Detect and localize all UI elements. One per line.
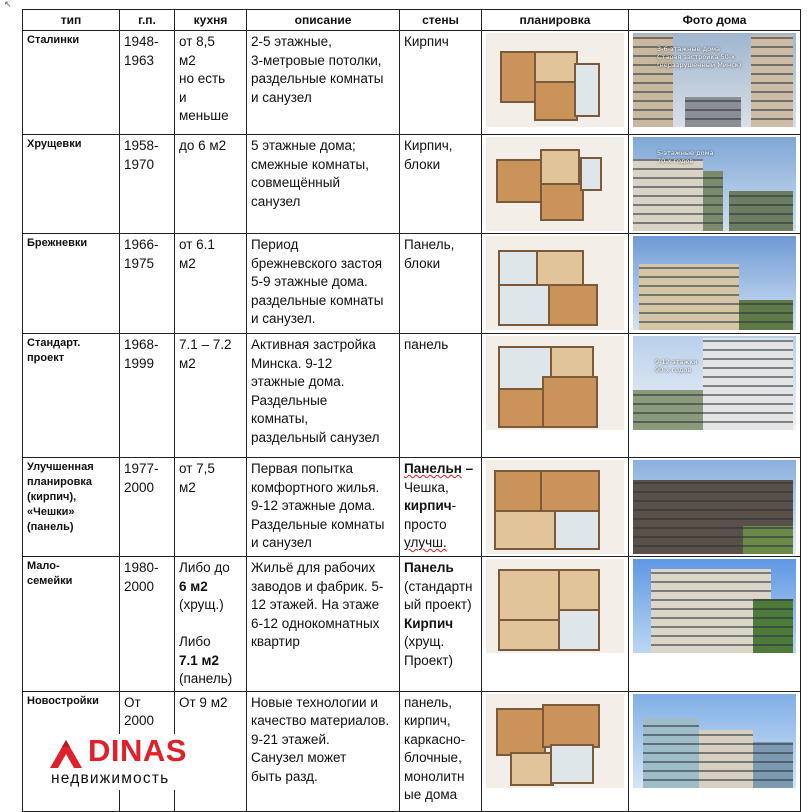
walls-cell bbox=[400, 234, 482, 334]
kitchen-cell-line: м2 bbox=[179, 52, 196, 68]
floor-plan-room bbox=[500, 51, 538, 103]
years-cell-line: 1948- bbox=[124, 34, 159, 49]
type-cell-line: «Чешки» bbox=[27, 506, 75, 518]
photo-cell bbox=[629, 31, 801, 135]
description-cell-line: Раздельные bbox=[251, 392, 328, 408]
type-cell-line: Хрущевки bbox=[27, 138, 82, 150]
walls-cell-segment: Панельн bbox=[404, 461, 462, 476]
kitchen-cell bbox=[175, 234, 247, 334]
floor-plan-room bbox=[498, 569, 562, 623]
walls-cell-line: панель, bbox=[404, 694, 452, 710]
years-cell-line: 1980- bbox=[124, 560, 159, 575]
floor-plan-room bbox=[542, 376, 598, 428]
floor-plan-room bbox=[558, 569, 600, 613]
description-cell-line: 12 этажей. На этаже bbox=[251, 597, 380, 612]
photo-caption bbox=[657, 149, 713, 165]
building-shape bbox=[729, 191, 793, 231]
floor-plan-room bbox=[548, 284, 598, 326]
description-cell-line: и санузел. bbox=[251, 311, 316, 326]
floor-plan-room bbox=[540, 149, 580, 187]
walls-cell-segment: Проект) bbox=[404, 652, 453, 668]
kitchen-cell-line: 7.1 – 7.2 bbox=[179, 337, 232, 352]
header-kitchen: кухня bbox=[175, 10, 247, 31]
floor-plan-image[interactable] bbox=[486, 559, 624, 653]
kitchen-cell-line: от 7,5 bbox=[179, 461, 215, 476]
description-cell-line: и санузел bbox=[251, 89, 312, 105]
years-cell-line: 1977- bbox=[124, 461, 159, 476]
type-cell bbox=[23, 31, 120, 135]
floor-plan-room bbox=[498, 388, 546, 428]
building-shape bbox=[633, 390, 703, 430]
walls-cell-segment: ый проект) bbox=[404, 597, 472, 612]
type-cell-line: Улучшенная bbox=[27, 461, 94, 473]
description-cell-line: 9-12 этажные дома. bbox=[251, 498, 376, 513]
description-cell-line: комфортного жилья. bbox=[251, 479, 380, 495]
table-row bbox=[23, 234, 801, 334]
layout-cell bbox=[482, 458, 629, 557]
layout-cell bbox=[482, 334, 629, 458]
floor-plan-image[interactable] bbox=[486, 460, 624, 554]
photo-caption-line: 90-х годов bbox=[655, 366, 692, 374]
building-photo[interactable] bbox=[633, 137, 796, 231]
floor-plan-room bbox=[510, 752, 554, 786]
description-cell-line: брежневского застоя bbox=[251, 255, 383, 271]
description-cell-line: 9-21 этажей. bbox=[251, 731, 330, 747]
years-cell-line: 1963 bbox=[124, 52, 155, 68]
photo-cell bbox=[629, 135, 801, 234]
kitchen-cell-line: м2 bbox=[179, 355, 196, 371]
description-cell-line: качество материалов. bbox=[251, 713, 390, 728]
table-row bbox=[23, 557, 801, 692]
walls-cell bbox=[400, 135, 482, 234]
years-cell-line: 2000 bbox=[124, 479, 155, 495]
kitchen-cell-segment: (хрущ.) bbox=[179, 597, 224, 612]
years-cell bbox=[120, 557, 175, 692]
floor-plan-room bbox=[494, 510, 558, 550]
building-photo[interactable] bbox=[633, 33, 796, 127]
building-shape bbox=[753, 599, 793, 653]
description-cell bbox=[247, 135, 400, 234]
walls-cell-line: Кирпич, bbox=[404, 138, 453, 153]
dinas-logo bbox=[48, 734, 208, 790]
description-cell bbox=[247, 458, 400, 557]
description-cell-line: заводов и фабрик. 5- bbox=[251, 578, 384, 594]
type-cell-line: Сталинки bbox=[27, 34, 80, 46]
kitchen-cell bbox=[175, 31, 247, 135]
header-type: тип bbox=[23, 10, 120, 31]
floor-plan-room bbox=[498, 250, 540, 288]
description-cell-line: раздельные комнаты bbox=[251, 71, 384, 86]
logo-name: DINAS bbox=[88, 733, 187, 768]
description-cell-line: 3-метровые потолки, bbox=[251, 52, 382, 68]
building-shape bbox=[743, 526, 793, 554]
walls-cell-line: панель bbox=[404, 337, 449, 352]
building-shape bbox=[703, 338, 793, 430]
building-shape bbox=[703, 171, 723, 231]
floor-plan-room bbox=[550, 346, 594, 380]
years-cell-line: 1975 bbox=[124, 255, 155, 271]
photo-caption bbox=[657, 45, 741, 69]
photo-cell bbox=[629, 234, 801, 334]
type-cell bbox=[23, 334, 120, 458]
walls-cell bbox=[400, 458, 482, 557]
housing-types-table bbox=[22, 9, 801, 812]
photo-cell bbox=[629, 334, 801, 458]
type-cell bbox=[23, 557, 120, 692]
kitchen-cell-line: м2 bbox=[179, 255, 196, 271]
floor-plan-room bbox=[536, 250, 584, 288]
description-cell-line: Активная застройка bbox=[251, 337, 376, 352]
floor-plan-room bbox=[496, 159, 544, 203]
kitchen-cell bbox=[175, 334, 247, 458]
building-shape bbox=[753, 742, 793, 788]
description-cell-line: Санузел может bbox=[251, 750, 347, 765]
building-shape bbox=[751, 35, 793, 127]
walls-cell-segment: просто bbox=[404, 516, 447, 532]
header-layout: планировка bbox=[482, 10, 629, 31]
header-description: описание bbox=[247, 10, 400, 31]
description-cell-line: этажные дома. bbox=[251, 374, 345, 389]
type-cell bbox=[23, 135, 120, 234]
building-shape bbox=[633, 159, 703, 231]
years-cell bbox=[120, 334, 175, 458]
photo-cell bbox=[629, 557, 801, 692]
photo-caption-line: 5-этажные дома bbox=[657, 149, 714, 157]
kitchen-cell-line: и bbox=[179, 89, 187, 105]
description-cell-line: и санузел bbox=[251, 535, 312, 550]
walls-cell-segment: (стандартн bbox=[404, 578, 473, 594]
kitchen-cell-segment: Либо bbox=[179, 634, 211, 649]
building-photo[interactable] bbox=[633, 336, 796, 430]
table-row bbox=[23, 458, 801, 557]
floor-plan-room bbox=[554, 510, 600, 550]
floor-plan-image[interactable] bbox=[486, 236, 624, 330]
layout-cell bbox=[482, 234, 629, 334]
dinas-roof-icon bbox=[48, 736, 84, 770]
description-cell-line: комнаты, bbox=[251, 411, 309, 426]
floor-plan-room bbox=[498, 284, 552, 326]
description-cell-line: смежные комнаты, bbox=[251, 156, 369, 172]
table-move-handle[interactable]: ↖ bbox=[4, 0, 12, 10]
description-cell-line: совмещённый bbox=[251, 175, 340, 190]
description-cell-line: раздельные комнаты bbox=[251, 292, 384, 308]
walls-cell-line: ые дома bbox=[404, 787, 458, 802]
description-cell-line: санузел bbox=[251, 193, 301, 209]
years-cell-line: От bbox=[124, 694, 141, 710]
walls-cell-line: каркасно- bbox=[404, 731, 466, 747]
kitchen-cell bbox=[175, 458, 247, 557]
photo-caption-line: Старая застройка 50-х bbox=[657, 53, 735, 61]
floor-plan-room bbox=[494, 470, 544, 514]
type-cell-line: (панель) bbox=[27, 521, 74, 533]
description-cell-line: квартир bbox=[251, 634, 300, 649]
type-cell-line: планировка bbox=[27, 476, 92, 488]
photo-caption bbox=[655, 358, 697, 374]
walls-cell-segment: (хрущ. bbox=[404, 634, 445, 649]
walls-cell-segment: - bbox=[451, 498, 457, 513]
walls-cell-segment: Чешка, bbox=[404, 479, 449, 495]
photo-caption-line: 70-х годов bbox=[657, 157, 694, 165]
walls-cell-line: блоки bbox=[404, 255, 441, 271]
photo-cell bbox=[629, 691, 801, 811]
building-photo[interactable] bbox=[633, 694, 796, 788]
walls-cell bbox=[400, 557, 482, 692]
layout-cell bbox=[482, 691, 629, 811]
building-shape bbox=[699, 730, 753, 788]
years-cell bbox=[120, 135, 175, 234]
floor-plan-room bbox=[496, 708, 546, 756]
kitchen-cell-line: от 6.1 bbox=[179, 237, 215, 252]
kitchen-cell-line: м2 bbox=[179, 479, 196, 495]
type-cell-line: семейки bbox=[27, 575, 73, 587]
floor-plan-image[interactable] bbox=[486, 137, 624, 231]
type-cell bbox=[23, 234, 120, 334]
table-header-row bbox=[23, 10, 801, 31]
walls-cell-segment: кирпич bbox=[404, 498, 452, 513]
walls-cell-line: блоки bbox=[404, 156, 441, 172]
description-cell bbox=[247, 31, 400, 135]
building-shape bbox=[739, 300, 793, 330]
layout-cell bbox=[482, 31, 629, 135]
description-cell-line: 2-5 этажные, bbox=[251, 34, 332, 49]
description-cell-line: 6-12 однокомнатных bbox=[251, 615, 380, 631]
years-cell-line: 1958- bbox=[124, 138, 159, 153]
type-cell-line: Стандарт. bbox=[27, 337, 81, 349]
description-cell-line: 5-9 этажные дома. bbox=[251, 274, 368, 289]
description-cell bbox=[247, 691, 400, 811]
header-walls: стены bbox=[400, 10, 482, 31]
kitchen-cell-segment: 7.1 м2 bbox=[179, 652, 220, 668]
building-photo[interactable] bbox=[633, 236, 796, 330]
logo-subtitle: недвижимость bbox=[51, 770, 170, 787]
kitchen-cell-segment: 6 м2 bbox=[179, 578, 208, 594]
layout-cell bbox=[482, 557, 629, 692]
building-photo[interactable] bbox=[633, 460, 796, 554]
description-cell-line: быть разд. bbox=[251, 768, 318, 784]
floor-plan-room bbox=[540, 183, 584, 221]
type-cell bbox=[23, 458, 120, 557]
photo-caption-line: 9-12-этажки bbox=[655, 358, 698, 366]
kitchen-cell-line: до 6 м2 bbox=[179, 138, 227, 153]
kitchen-cell-segment: (панель) bbox=[179, 671, 233, 686]
floor-plan-room bbox=[534, 81, 578, 121]
floor-plan-room bbox=[574, 63, 600, 117]
kitchen-cell-line: но есть bbox=[179, 71, 226, 86]
kitchen-cell bbox=[175, 135, 247, 234]
years-cell bbox=[120, 31, 175, 135]
photo-cell bbox=[629, 458, 801, 557]
type-cell-line: Новостройки bbox=[27, 694, 99, 707]
floor-plan-room bbox=[580, 157, 602, 191]
type-cell-line: проект bbox=[27, 352, 65, 364]
years-cell-line: 1966- bbox=[124, 237, 159, 252]
walls-cell-segment: Панель bbox=[404, 560, 454, 575]
walls-cell-segment: – bbox=[461, 461, 474, 476]
building-photo[interactable] bbox=[633, 559, 796, 653]
building-shape bbox=[685, 97, 741, 127]
walls-cell-line: монолитн bbox=[404, 768, 465, 784]
building-shape bbox=[643, 718, 699, 788]
description-cell bbox=[247, 334, 400, 458]
walls-cell-line: Кирпич bbox=[404, 34, 449, 49]
floor-plan-image[interactable] bbox=[486, 336, 624, 430]
walls-cell-line: блочные, bbox=[404, 750, 462, 765]
table-row bbox=[23, 334, 801, 458]
kitchen-cell-line: от 8,5 bbox=[179, 34, 215, 49]
floor-plan-room bbox=[558, 609, 600, 651]
walls-cell bbox=[400, 691, 482, 811]
years-cell-line: 1968- bbox=[124, 337, 159, 352]
years-cell bbox=[120, 458, 175, 557]
description-cell-line: Раздельные комнаты bbox=[251, 516, 385, 532]
floor-plan-room bbox=[534, 51, 578, 85]
header-years: г.п. bbox=[120, 10, 175, 31]
kitchen-cell-segment: Либо до bbox=[179, 560, 230, 575]
description-cell-line: Жильё для рабочих bbox=[251, 560, 376, 575]
kitchen-cell-line: меньше bbox=[179, 108, 229, 123]
floor-plan-room bbox=[550, 744, 594, 784]
walls-cell-segment: Кирпич bbox=[404, 615, 454, 631]
header-photo: Фото дома bbox=[629, 10, 801, 31]
walls-cell bbox=[400, 334, 482, 458]
table-row bbox=[23, 31, 801, 135]
layout-cell bbox=[482, 135, 629, 234]
photo-caption-line: (неразрушенный Минск) bbox=[657, 61, 742, 69]
kitchen-cell bbox=[175, 557, 247, 692]
description-cell-line: Минска. 9-12 bbox=[251, 355, 333, 371]
years-cell bbox=[120, 234, 175, 334]
walls-cell-line: кирпич, bbox=[404, 713, 451, 728]
floor-plan-room bbox=[540, 470, 600, 514]
description-cell-line: 5 этажные дома; bbox=[251, 138, 356, 153]
photo-caption-line: 3-6-этажные дома bbox=[657, 45, 720, 53]
floor-plan-image[interactable] bbox=[486, 33, 624, 127]
description-cell-line: Период bbox=[251, 237, 299, 252]
description-cell-line: Первая попытка bbox=[251, 461, 354, 476]
type-cell-line: (кирпич), bbox=[27, 491, 77, 503]
description-cell bbox=[247, 234, 400, 334]
floor-plan-image[interactable] bbox=[486, 694, 624, 788]
walls-cell bbox=[400, 31, 482, 135]
walls-cell-segment: улучш. bbox=[404, 535, 447, 550]
type-cell-line: Мало- bbox=[27, 560, 60, 572]
years-cell-line: 2000 bbox=[124, 713, 155, 728]
years-cell-line: 2000 bbox=[124, 578, 155, 594]
description-cell-line: Новые технологии и bbox=[251, 694, 378, 710]
description-cell-line: раздельный санузел bbox=[251, 429, 380, 445]
description-cell bbox=[247, 557, 400, 692]
type-cell-line: Брежневки bbox=[27, 237, 88, 249]
years-cell-line: 1970 bbox=[124, 156, 155, 172]
kitchen-cell-line: От 9 м2 bbox=[179, 694, 228, 710]
table-row bbox=[23, 135, 801, 234]
floor-plan-room bbox=[498, 619, 562, 651]
building-shape bbox=[639, 264, 739, 330]
years-cell-line: 1999 bbox=[124, 355, 155, 371]
walls-cell-line: Панель, bbox=[404, 237, 455, 252]
floor-plan-room bbox=[542, 704, 600, 748]
